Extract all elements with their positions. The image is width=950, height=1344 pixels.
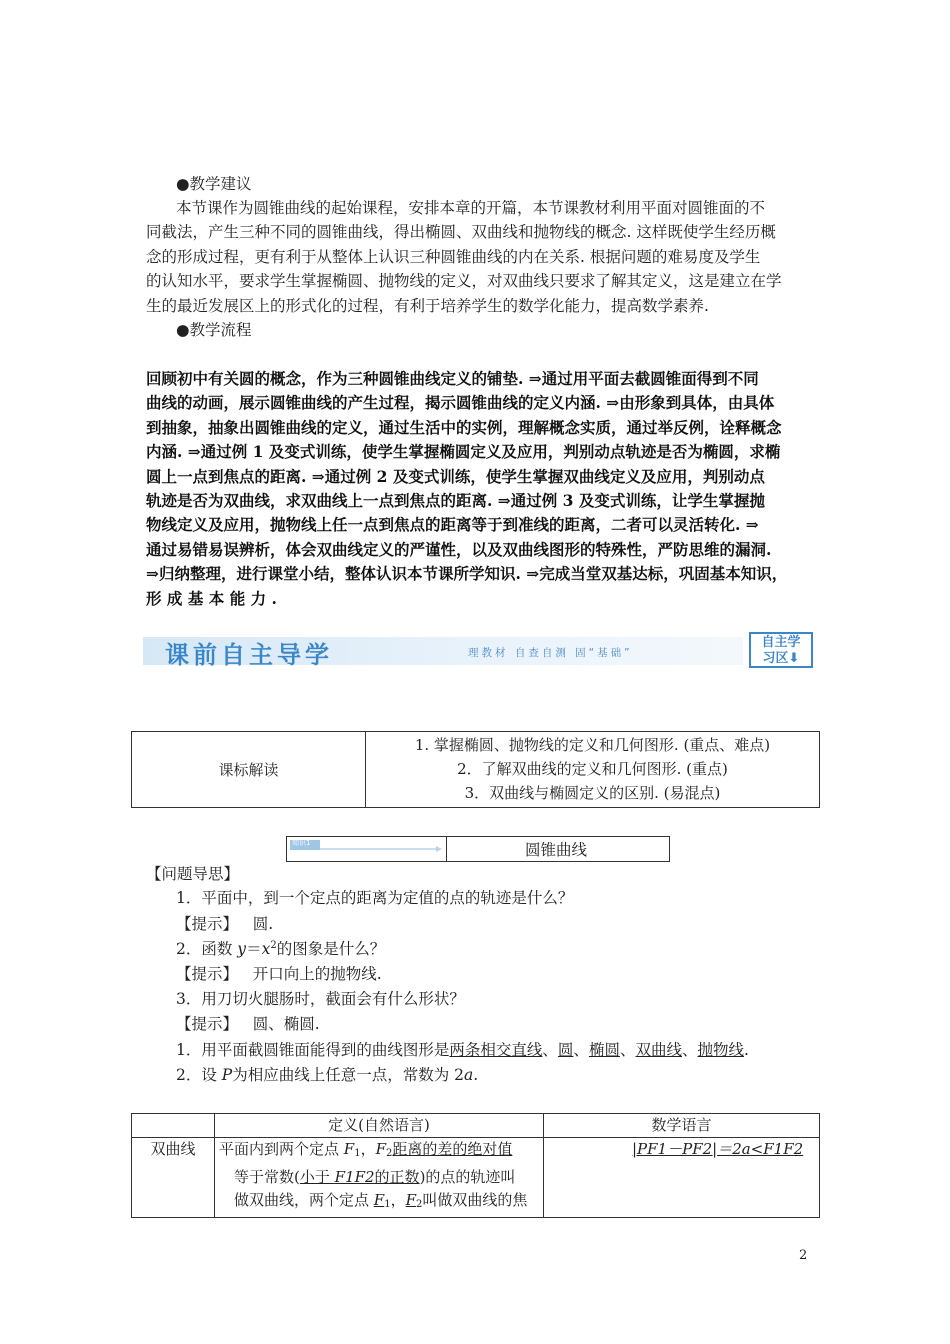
flow-char: 基 (187, 588, 204, 608)
topic-arrow-icon (290, 840, 442, 854)
flow-char: . (271, 588, 277, 608)
flow-line: 曲线的动画，展示圆锥曲线的产生过程，揭示圆锥曲线的定义内涵. ⇒由形象到具体，由具体 (146, 393, 775, 413)
definition-text (215, 1138, 544, 1218)
flow-char: 成 (166, 588, 183, 608)
flow-line: 圆上一点到焦点的距离. ⇒通过例 2 及变式训练，使学生掌握双曲线定义及应用，判别动点 (146, 466, 765, 486)
def-F1F2: F1F2 (334, 1167, 375, 1186)
def-underlined (300, 1168, 420, 1186)
topic-divider (446, 837, 447, 861)
header-math: 数学语言 (544, 1114, 820, 1138)
banner-badge-line2: 习区⬇ (762, 651, 800, 666)
standards-table (131, 731, 820, 808)
guide-q1: 1．平面中，到一个定点的距离为定值的点的轨迹是什么？ (176, 889, 574, 907)
point-2 (176, 1063, 478, 1085)
hint-label: 【提示】 (176, 965, 239, 983)
banner-subtitle: 理教材 自查自测 固“基础” (468, 647, 633, 659)
definition-table (131, 1113, 820, 1218)
def-underlined (374, 1191, 391, 1209)
def-sub: 2 (416, 1199, 423, 1210)
def-underlined (406, 1191, 423, 1209)
def-text: ， (360, 1140, 376, 1158)
def-F: F (375, 1140, 387, 1158)
hint-label: 【提示】 (176, 915, 239, 933)
guide-a3 (176, 1012, 320, 1034)
q2-eq: ＝ (246, 940, 262, 958)
topic-header (286, 836, 670, 862)
flow-line: 到抽象，抽象出圆锥曲线的定义，通过生活中的实例，理解概念实质，通过举反例，诠释概念 (146, 417, 782, 437)
def-text: 叫做双曲线的焦 (422, 1191, 528, 1209)
point1-item: 抛物线 (697, 1041, 745, 1059)
sep: 、 (619, 1041, 636, 1059)
def-text: 小于 (299, 1167, 335, 1186)
def-F: F (343, 1140, 355, 1158)
q2-sup: 2 (270, 940, 277, 951)
point2-a: a (464, 1066, 474, 1084)
advice-line: 念的形成过程，更有利于从整体上认识三种圆锥曲线的内在关系. 根据问题的难易度及学生 (146, 247, 761, 266)
guide-q3: 3．用刀切火腿肠时，截面会有什么形状？ (176, 990, 465, 1008)
standards-item: 3．双曲线与椭圆定义的区别. (易混点) (464, 784, 721, 802)
def-text: 的正数 (374, 1167, 420, 1186)
q2-x: x (261, 940, 271, 958)
banner-zone-badge (749, 632, 813, 668)
def-text: 等于常数( (234, 1167, 300, 1186)
page-number: 2 (799, 1248, 808, 1263)
point1-item: 圆 (557, 1041, 574, 1059)
def-sub: 1 (384, 1199, 391, 1210)
teaching-advice-heading: ●教学建议 (176, 175, 252, 193)
hint-text: 开口向上的抛物线. (252, 965, 382, 983)
hint-text: 圆、椭圆. (252, 1015, 320, 1033)
hint-label: 【提示】 (176, 1015, 239, 1033)
math-language (544, 1138, 820, 1218)
q2-y: y (237, 940, 247, 958)
table-corner (132, 1114, 215, 1138)
advice-line: 本节课作为圆锥曲线的起始课程，安排本章的开篇，本节课教材利用平面对圆锥面的不 (176, 199, 766, 217)
flow-char: 能 (229, 588, 246, 608)
point2-P: P (221, 1066, 233, 1084)
standards-label: 课标解读 (132, 732, 366, 808)
standards-item: 2．了解双曲线的定义和几何图形. (重点) (457, 760, 728, 778)
teaching-flow-paragraph (146, 367, 806, 611)
sep: 、 (681, 1041, 698, 1059)
def-F: F (373, 1191, 385, 1209)
flow-line: ⇒归纳整理，进行课堂小结，整体认识本节课所学知识. ⇒完成当堂双基达标，巩固基本知识， (146, 564, 788, 584)
point-1 (176, 1038, 749, 1060)
topic-tag: 知识1 (292, 839, 311, 847)
point1-end: . (744, 1041, 749, 1059)
point2-mid: 为相应曲线上任意一点，常数为 2 (232, 1066, 465, 1084)
point2-prefix: 2．设 (176, 1066, 222, 1084)
point2-end: . (473, 1066, 479, 1084)
def-line-1 (219, 1138, 543, 1166)
standards-item: 1. 掌握椭圆、抛物线的定义和几何图形. (重点、难点) (414, 736, 771, 754)
flow-line: 回顾初中有关圆的概念，作为三种圆锥曲线定义的铺垫. ⇒通过用平面去截圆锥面得到不同 (146, 369, 759, 388)
def-line-2 (219, 1166, 543, 1190)
flow-char: 本 (208, 588, 225, 608)
topic-title: 圆锥曲线 (525, 841, 588, 859)
hint-text: 圆. (252, 915, 274, 933)
teaching-flow-heading: ●教学流程 (176, 321, 252, 339)
math-expression: |PF1－PF2|＝2a<F1F2 (632, 1140, 804, 1158)
guide-a2 (176, 962, 382, 984)
def-text: 做双曲线，两个定点 (234, 1191, 374, 1209)
topic-arrow-head (436, 846, 442, 852)
header-natural: 定义(自然语言) (215, 1114, 544, 1138)
guide-q2 (176, 937, 385, 959)
def-text: ， (390, 1191, 406, 1209)
advice-line: 同截法，产生三种不同的圆锥曲线，得出椭圆、双曲线和抛物线的概念. 这样既使学生经历概 (146, 223, 776, 242)
teaching-advice-paragraph (146, 196, 806, 318)
flow-line: 轨迹是否为双曲线，求双曲线上一点到焦点的距离. ⇒通过例 3 及变式训练，让学生掌握抛 (146, 490, 765, 510)
flow-line: 内涵. ⇒通过例 1 及变式训练，使学生掌握椭圆定义及应用，判别动点轨迹是否为椭圆，求椭 (146, 442, 781, 462)
q2-prefix: 2．函数 (176, 940, 238, 958)
q2-suffix: 的图象是什么？ (276, 940, 386, 958)
point1-item: 两条相交直线 (449, 1041, 543, 1059)
flow-char: 形 (146, 588, 162, 608)
banner-title: 课前自主导学 (165, 641, 333, 669)
banner-badge-line1: 自主学 (761, 635, 801, 650)
def-sub: 1 (354, 1148, 361, 1159)
standards-items (366, 732, 820, 808)
flow-last-line (146, 587, 806, 611)
flow-line: 物线定义及应用，抛物线上任一点到焦点的距离等于到准线的距离，二者可以灵活转化. ⇒ (146, 515, 759, 535)
guide-a1 (176, 912, 273, 934)
flow-char: 力 (250, 588, 267, 608)
point1-item: 椭圆 (588, 1041, 620, 1059)
point1-prefix: 1．用平面截圆锥面能得到的曲线图形是 (176, 1041, 450, 1059)
flow-line: 通过易错易误辨析，体会双曲线定义的严谨性，以及双曲线图形的特殊性，严防思维的漏洞. (146, 539, 772, 559)
point1-item: 双曲线 (635, 1041, 682, 1059)
def-text: 平面内到两个定点 (219, 1140, 344, 1158)
section-banner (143, 631, 815, 671)
advice-line: 的认知水平，要求学生掌握椭圆、抛物线的定义，对双曲线只要求了解其定义，这是建立在学 (146, 272, 782, 291)
row-label: 双曲线 (132, 1138, 215, 1218)
def-text: )的点的轨迹叫 (419, 1167, 516, 1186)
def-line-3 (219, 1189, 543, 1217)
guide-heading: 【问题导思】 (146, 865, 240, 883)
sep: 、 (542, 1041, 558, 1059)
sep: 、 (573, 1041, 589, 1059)
def-sub: 2 (386, 1148, 393, 1159)
advice-line: 生的最近发展区上的形式化的过程，有利于培养学生的数学化能力，提高数学素养. (146, 296, 709, 315)
def-F: F (405, 1191, 417, 1209)
def-underlined: 距离的差的绝对值 (392, 1140, 513, 1158)
